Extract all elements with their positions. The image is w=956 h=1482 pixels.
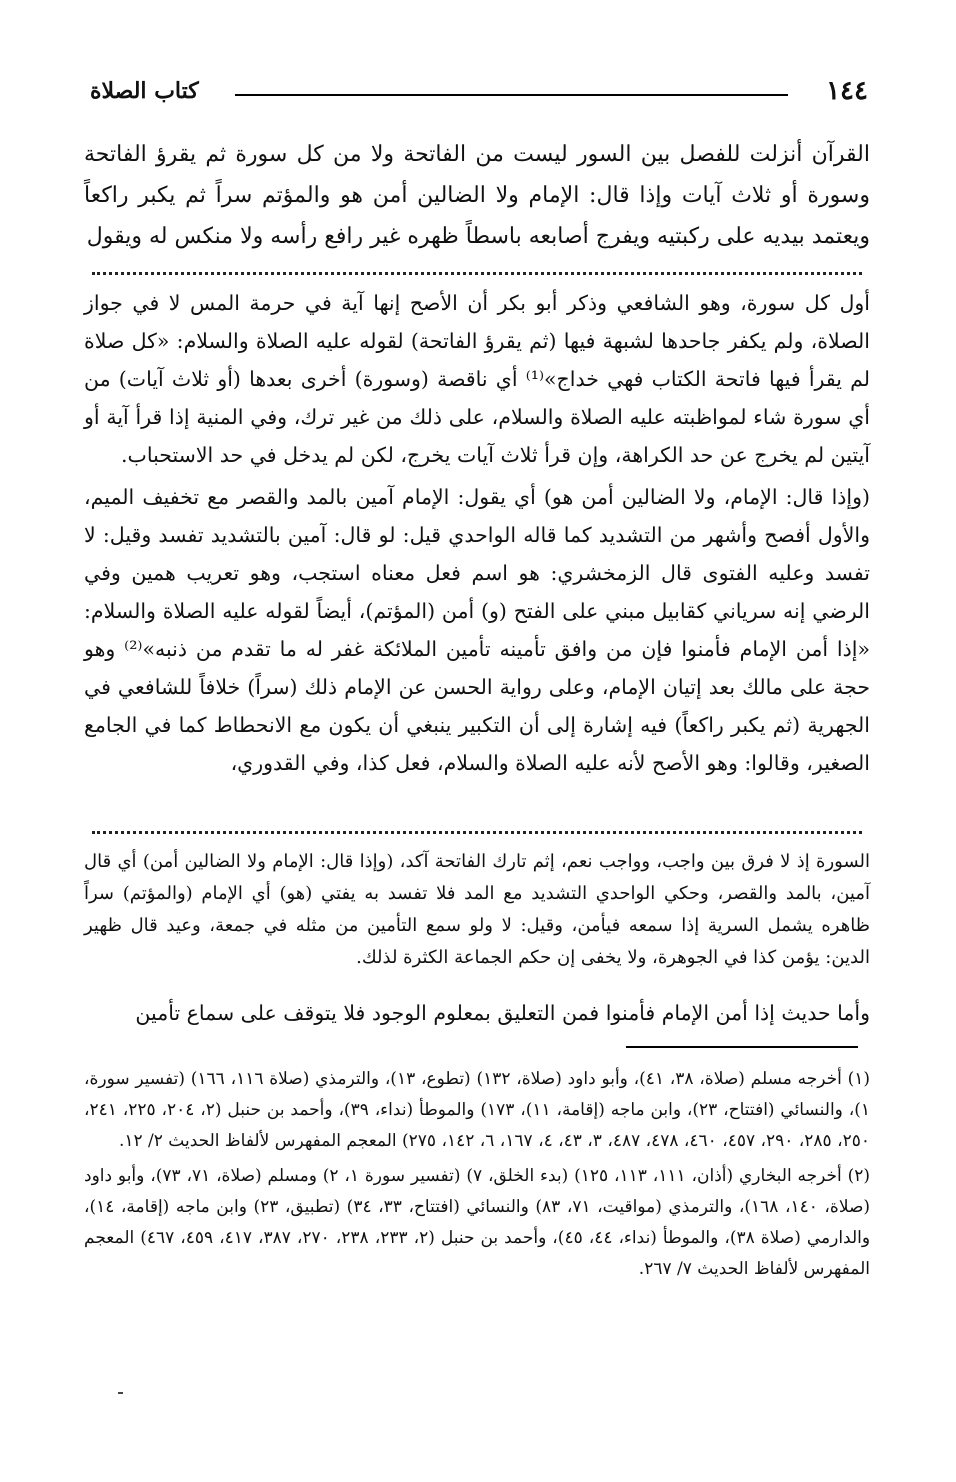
sharh-paragraph-1: أول كل سورة، وهو الشافعي وذكر أبو بكر أن الأصح إنها آية في حرمة المس لا في جواز الصلاة، ولم يكفر جاحدها لشبهة فيها (ثم يقرؤ الفاتحة) لقوله عليه الصلاة والسلام: «كل صلاة لم يقرأ فيها فاتحة الكتاب فهي خداج»⁽¹⁾ أي ناقصة (وسورة) أخرى بعدها (أو ثلاث آيات) من أي سورة شاء لمواظبته عليه الصلاة والسلام، على ذلك من غير ترك، وفي المنية إذا قرأ آية أو آيتين لم يخرج عن حد الكراهة، وإن قرأ ثلاث آيات يخرج، لكن لم يدخل في حد الاستحباب.	[84, 291, 870, 467]
footnote-1: (١) أخرجه مسلم (صلاة، ٣٨، ٤١)، وأبو داود (صلاة، ١٣٢) (تطوع، ١٣)، والترمذي (صلاة ١١٦، ١٦٦) (تفسير سورة، ١)، والنسائي (افتتاح، ٢٣)، وابن ماجه (إقامة، ١١)، ١٧٣) والموطأ (نداء، ٣٩)، وأحمد بن حنبل (٢، ٢٠٤، ٢٢٥، ٢٤١، ٢٥٠، ٢٨٥، ٢٩٠، ٤٥٧، ٤٦٠، ٤٧٨، ٤٨٧، ٣، ٤٣، ٤، ١٦٧، ٦، ١٤٢، ٢٧٥) المعجم المفهرس لألفاظ الحديث ٢/ ١٢.	[84, 1069, 871, 1151]
dotted-separator	[92, 831, 862, 834]
hashiya-paragraph: السورة إذ لا فرق بين واجب، وواجب نعم، إثم تارك الفاتحة آكد، (وإذا قال: الإمام ولا الضالين أمن) أي قال آمين، بالمد والقصر، وحكي الواحدي التشديد مع المد فلا تفسد به يفتي (هو) أي الإمام (والمؤتم) سراً ظاهره يشمل السرية إذا سمعه فيأمن، وقيل: لا ولو سمع التأمين من مثله في جمعة، وعيد قال ظهير الدين: يؤمن كذا في الجوهرة، ولا يخفى إن حكم الجماعة الكثرة لذلك.	[84, 851, 871, 968]
sharh-text-block	[84, 284, 870, 782]
sharh-paragraph-2: (وإذا قال: الإمام، ولا الضالين أمن هو) أي يقول: الإمام آمين بالمد والقصر مع تخفيف الميم، والأول أفصح وأشهر من التشديد كما قاله الواحدي قيل: لو قال: آمين بالتشديد تفسد وقيل: لا تفسد وعليه الفتوى قال الزمخشري: هو اسم فعل معناه استجب، وهو تعريب همين وفي الرضي إنه سرياني كقابيل مبني على الفتح (و) أمن (المؤتم)، أيضاً لقوله عليه الصلاة والسلام: «إذا أمن الإمام فأمنوا فإن من وافق تأمينه تأمين الملائكة غفر له ما تقدم من ذنبه»⁽²⁾ وهو حجة على مالك بعد إتيان الإمام، وعلى رواية الحسن عن الإمام ذلك (سراً) خلافاً للشافعي في الجهرية (ثم يكبر راكعاً) فيه إشارة إلى أن التكبير ينبغي أن يكون مع الانحطاط كما في الجامع الصغير، وقالوا: وهو الأصح لأنه عليه الصلاة والسلام، فعل كذا، وفي القدوري،	[84, 485, 870, 775]
continuation-text-block	[84, 995, 870, 1031]
matn-paragraph: القرآن أنزلت للفصل بين السور ليست من الفاتحة ولا من كل سورة ثم يقرؤ الفاتحة وسورة أو ثلاث آيات وإذا قال: الإمام ولا الضالين أمن هو والمؤتم سراً ثم يكبر راكعاً ويعتمد بيديه على ركبتيه ويفرج أصابعه باسطاً ظهره غير رافع رأسه ولا منكس له ويقول	[84, 142, 870, 249]
footnote-rule	[626, 1046, 858, 1048]
header-rule	[235, 94, 788, 96]
footnotes-block	[84, 1064, 870, 1289]
scan-mark	[118, 1392, 123, 1394]
running-title: كتاب الصلاة	[90, 78, 199, 104]
footnote-2: (٢) أخرجه البخاري (أذان، ١١١، ١١٣، ١٢٥) (بدء الخلق، ٧) (تفسير سورة ١، ٢) ومسلم (صلاة، ٧١، ٧٣)، وأبو داود (صلاة، ١٤٠، ١٦٨)، والترمذي (مواقيت، ٧١، ٨٣) والنسائي (افتتاح، ٣٣، ٣٤) (تطبيق، ٢٣) وابن ماجه (إقامة، ١٤)، والدارمي (صلاة ٣٨)، والموطأ (نداء، ٤٤، ٤٥)، وأحمد بن حنبل (٢، ٢٣٣، ٢٣٨، ٢٧٠، ٣٨٧، ٤١٧، ٤٥٩، ٤٦٧) المعجم المفهرس لألفاظ الحديث ٧/ ٢٦٧.	[84, 1166, 871, 1279]
dotted-separator	[92, 272, 862, 275]
page-header	[90, 70, 868, 110]
continuation-paragraph: وأما حديث إذا أمن الإمام فأمنوا فمن التعليق بمعلوم الوجود فلا يتوقف على سماع تأمين	[135, 1001, 870, 1025]
hashiya-text-block	[84, 846, 870, 974]
page-number: ١٤٤	[826, 76, 868, 106]
matn-text-block	[84, 134, 870, 257]
